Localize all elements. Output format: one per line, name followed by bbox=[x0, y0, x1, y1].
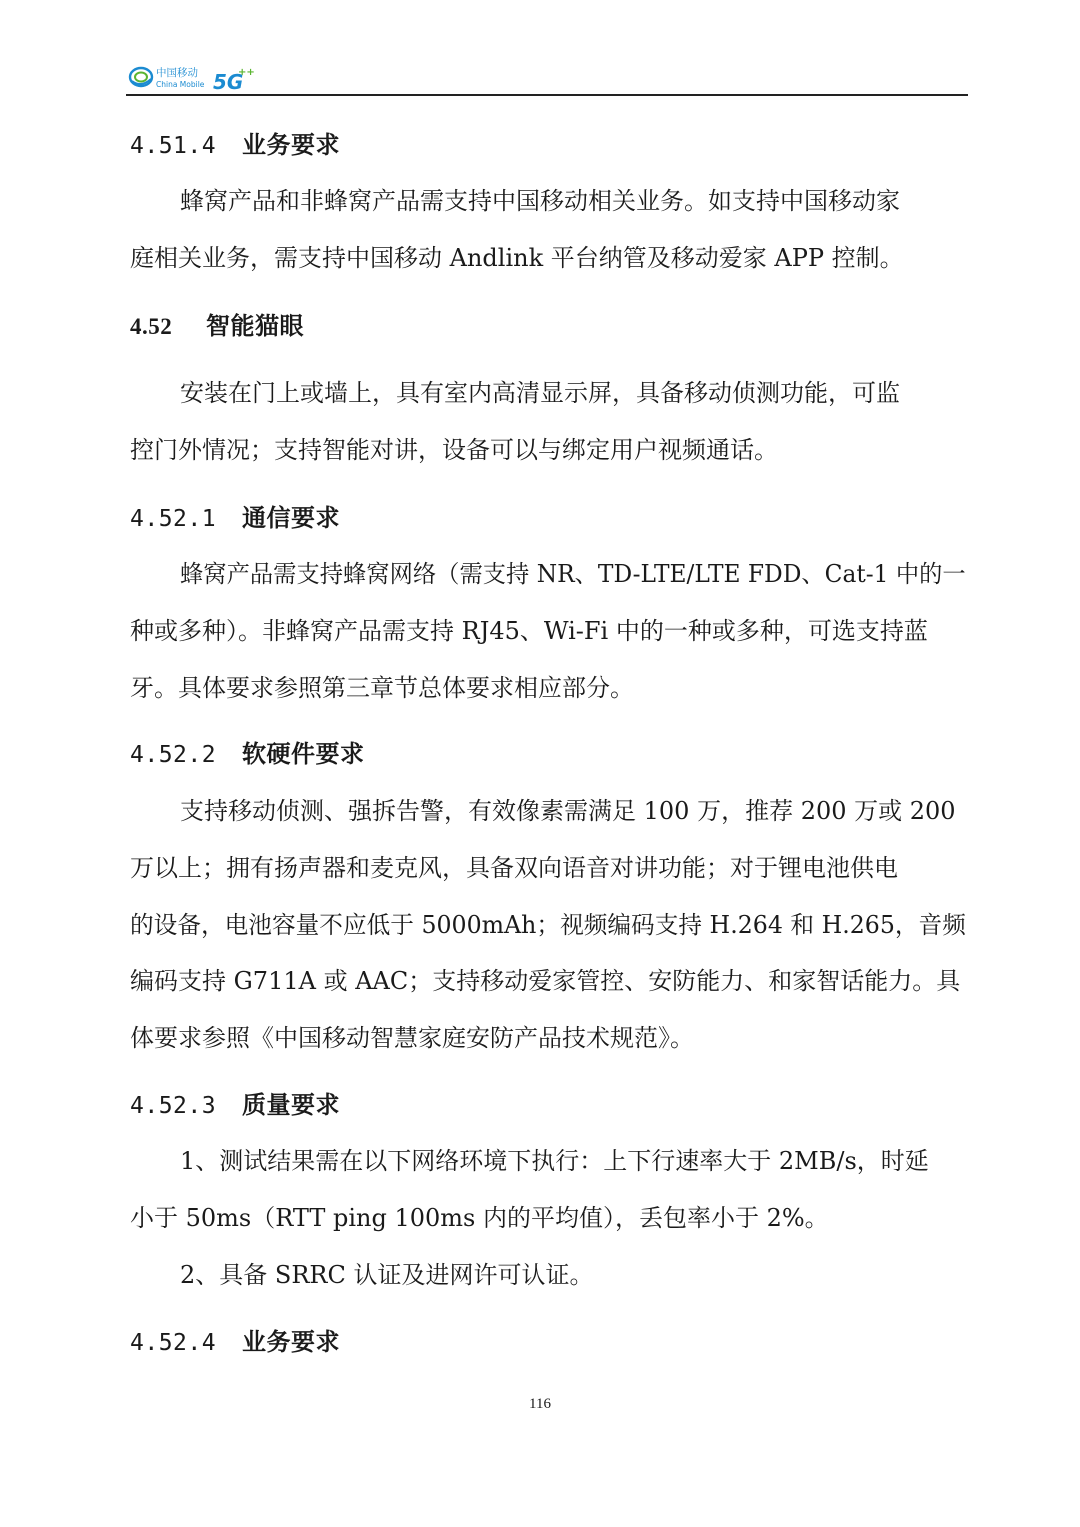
china-mobile-swirl-icon bbox=[130, 68, 152, 86]
section-title: 软硬件要求 bbox=[242, 740, 365, 768]
section-heading bbox=[130, 1327, 340, 1358]
section-heading bbox=[130, 130, 340, 161]
section-number: 4.52.2 bbox=[130, 742, 217, 768]
page-number: 116 bbox=[529, 1396, 551, 1412]
section-number: 4.52.4 bbox=[130, 1330, 217, 1356]
header-rule bbox=[126, 94, 968, 96]
paragraph-line: 体要求参照《中国移动智慧家庭安防产品技术规范》。 bbox=[130, 1024, 694, 1052]
china-mobile-logo bbox=[128, 62, 253, 92]
section-heading bbox=[130, 1090, 340, 1121]
paragraph-line: 牙。具体要求参照第三章节总体要求相应部分。 bbox=[130, 674, 634, 702]
section-number: 4.52 bbox=[130, 314, 173, 339]
section-title: 质量要求 bbox=[242, 1091, 340, 1119]
paragraph-line: 安装在门上或墙上，具有室内高清显示屏，具备移动侦测功能，可监 bbox=[180, 379, 900, 407]
section-title: 业务要求 bbox=[242, 1328, 340, 1356]
section-title: 通信要求 bbox=[242, 504, 340, 532]
section-title: 智能猫眼 bbox=[206, 312, 304, 340]
paragraph-line: 庭相关业务，需支持中国移动 Andlink 平台纳管及移动爱家 APP 控制。 bbox=[130, 244, 904, 272]
paragraph-line: 万以上；拥有扬声器和麦克风，具备双向语音对讲功能；对于锂电池供电 bbox=[130, 854, 898, 882]
section-title: 业务要求 bbox=[242, 131, 340, 159]
section-number: 4.52.3 bbox=[130, 1093, 217, 1119]
logo-plus-text: ++ bbox=[238, 67, 255, 78]
paragraph-line: 的设备，电池容量不应低于 5000mAh；视频编码支持 H.264 和 H.265，音频 bbox=[130, 911, 966, 939]
section-number: 4.52.1 bbox=[130, 506, 217, 532]
list-item-line: 1、测试结果需在以下网络环境下执行：上下行速率大于 2MB/s，时延 bbox=[180, 1147, 929, 1175]
list-item-line: 小于 50ms（RTT ping 100ms 内的平均值），丢包率小于 2%。 bbox=[130, 1204, 829, 1232]
logo-cn-text: 中国移动 bbox=[156, 67, 198, 79]
page-header bbox=[128, 58, 968, 96]
section-heading bbox=[130, 739, 365, 770]
paragraph-line: 控门外情况；支持智能对讲，设备可以与绑定用户视频通话。 bbox=[130, 436, 778, 464]
logo-en-text: China Mobile bbox=[156, 80, 205, 89]
paragraph-line: 蜂窝产品和非蜂窝产品需支持中国移动相关业务。如支持中国移动家 bbox=[180, 187, 900, 215]
paragraph-line: 编码支持 G711A 或 AAC；支持移动爱家管控、安防能力、和家智话能力。具 bbox=[130, 967, 961, 995]
section-number: 4.51.4 bbox=[130, 133, 217, 159]
paragraph-line: 蜂窝产品需支持蜂窝网络（需支持 NR、TD-LTE/LTE FDD、Cat-1 中的一 bbox=[180, 560, 966, 588]
paragraph-line: 支持移动侦测、强拆告警，有效像素需满足 100 万，推荐 200 万或 200 bbox=[180, 797, 956, 825]
list-item-line: 2、具备 SRRC 认证及进网许可认证。 bbox=[180, 1261, 594, 1289]
paragraph-line: 种或多种）。非蜂窝产品需支持 RJ45、Wi-Fi 中的一种或多种，可选支持蓝 bbox=[130, 617, 928, 645]
section-heading bbox=[130, 311, 304, 342]
section-heading bbox=[130, 503, 340, 534]
logo-5g-text: 5G bbox=[213, 70, 244, 94]
